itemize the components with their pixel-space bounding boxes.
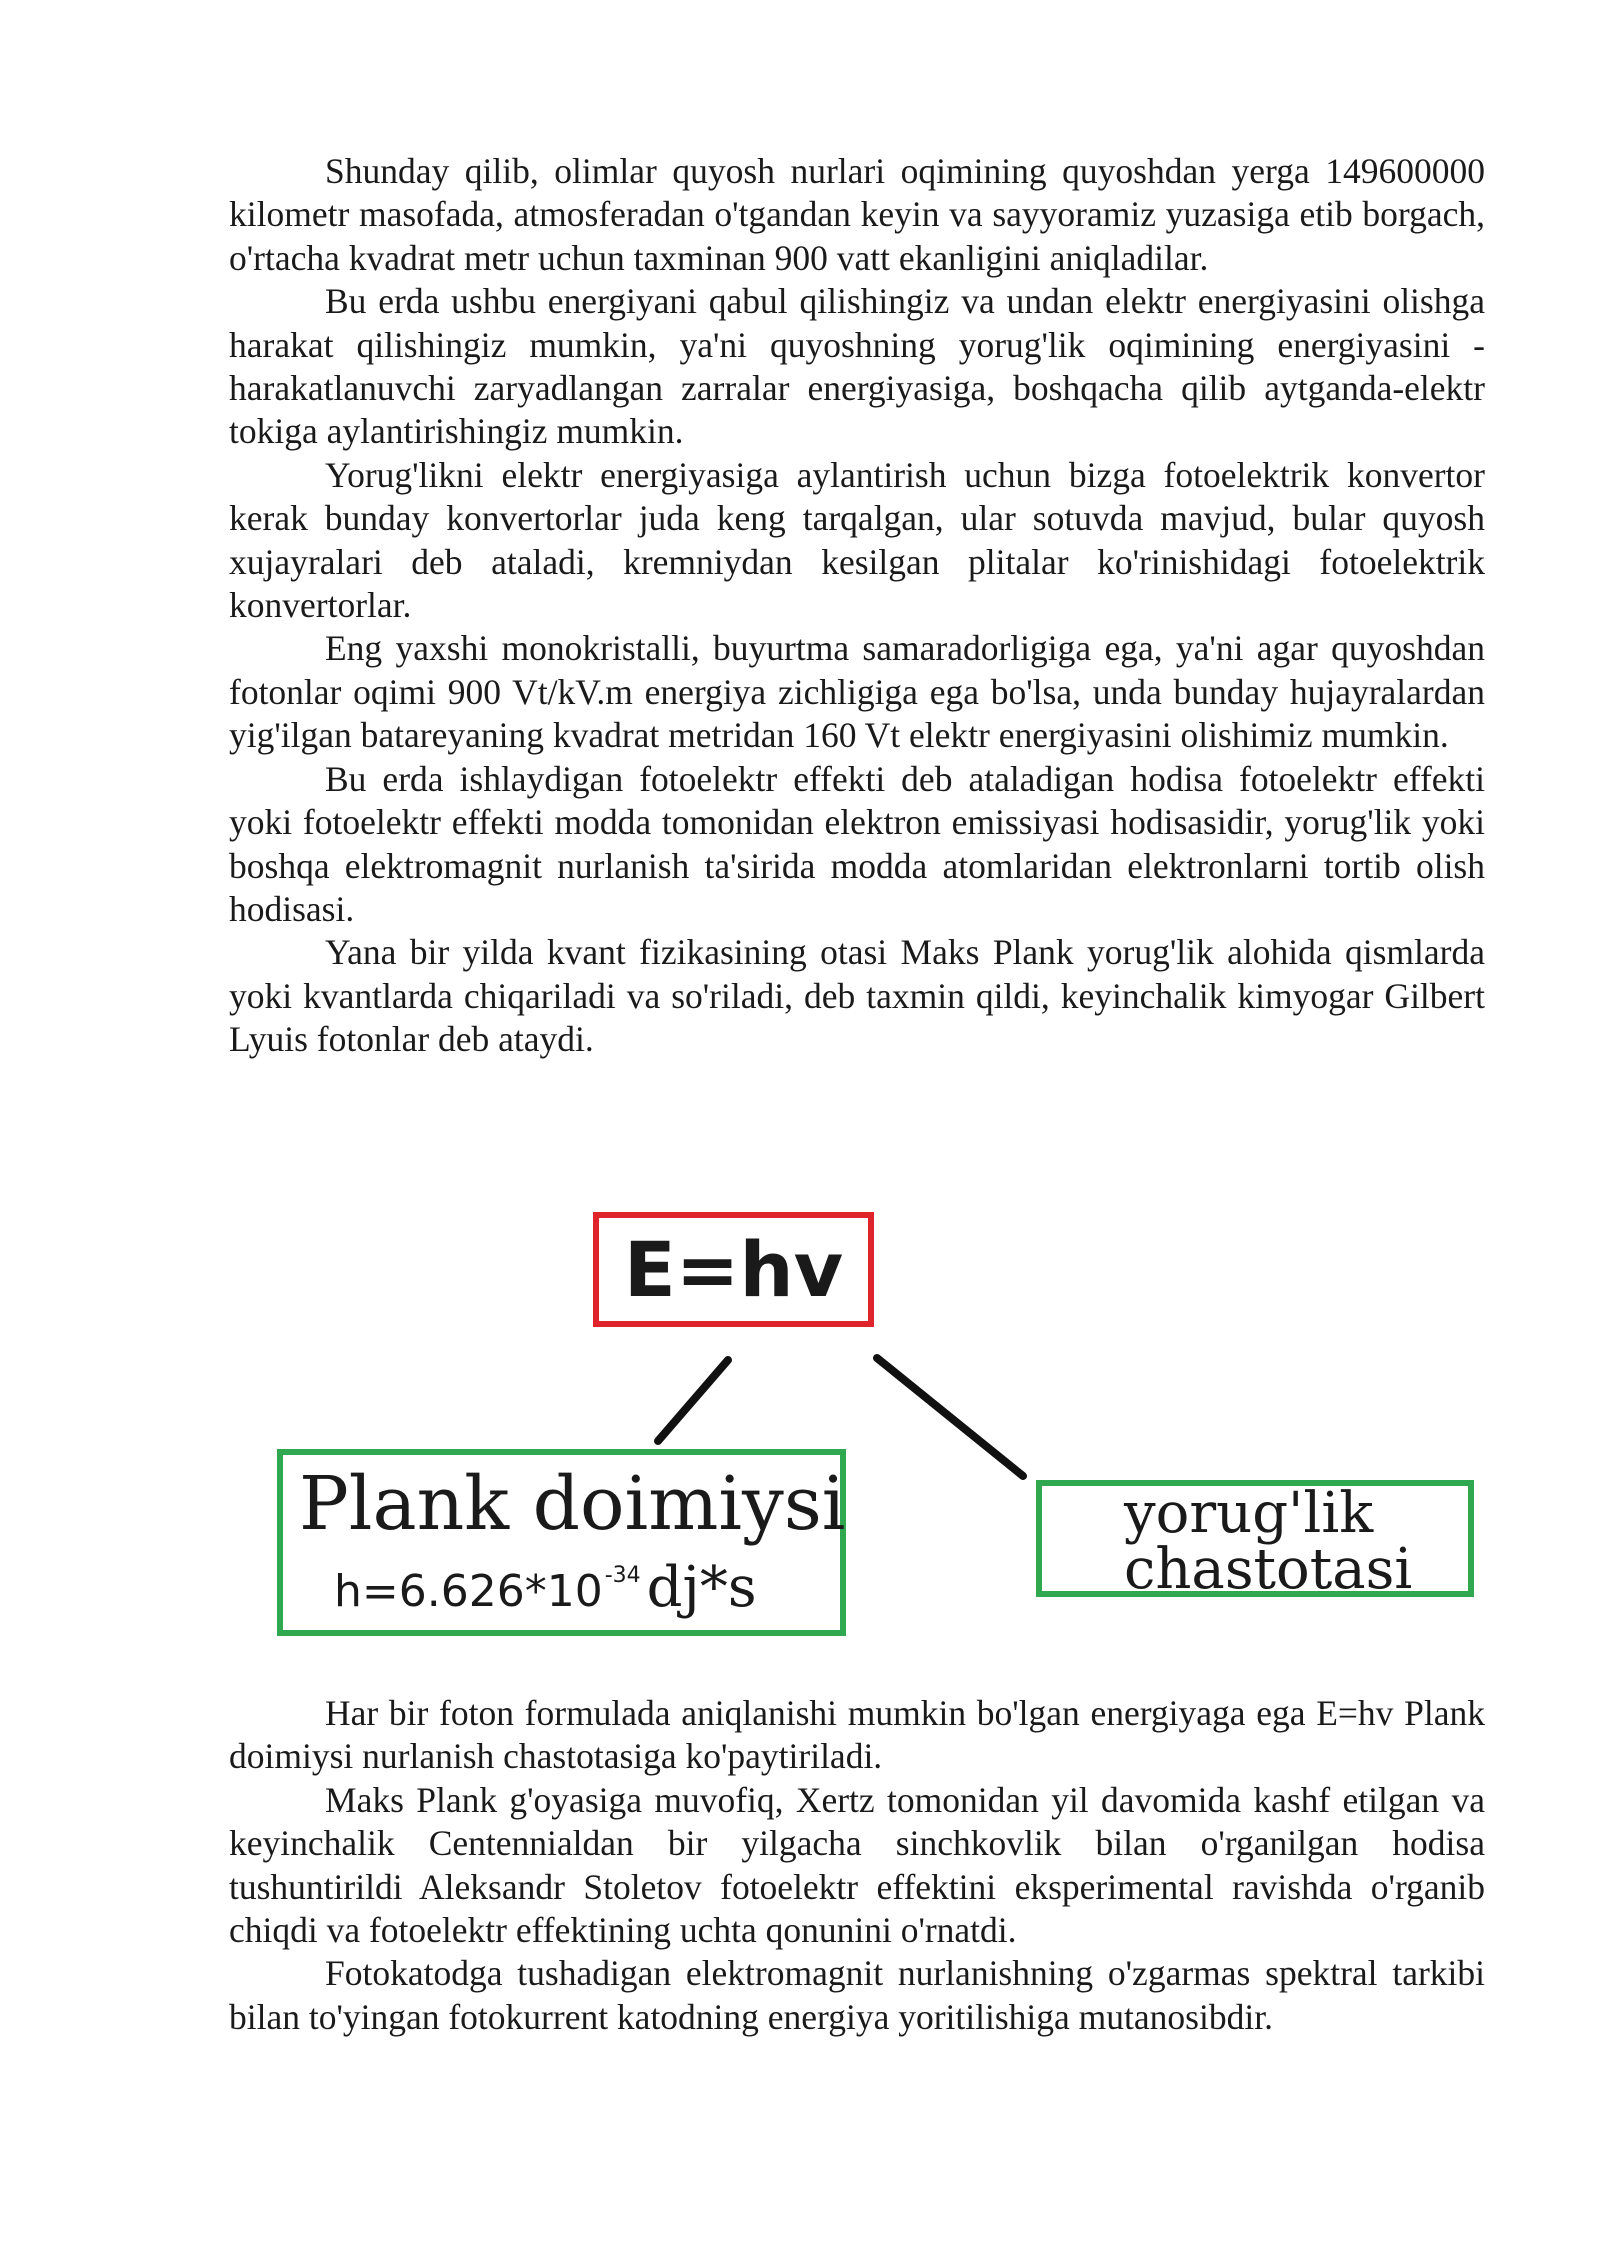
planck-constant-formula (334, 1555, 757, 1622)
planck-constant-title: Plank doimiysi (299, 1461, 846, 1547)
paragraph: Bu erda ushbu energiyani qabul qilishingiz va undan elektr energiyasini olishga harakat qilishingiz mumkin, ya'ni quyoshning yorug'lik oqimining energiyasini - harakatlanuvchi zaryadlangan zarralar energiyasiga, boshqacha qilib aytganda-elektr tokiga aylantirishingiz mumkin. (229, 281, 1485, 452)
text-block-top (229, 150, 1485, 1062)
paragraph: Bu erda ishlaydigan fotoelektr effekti deb ataladigan hodisa fotoelektr effekti yoki fotoelektr effekti modda tomonidan elektron emissiyasi hodisasidir, yorug'lik yoki boshqa elektromagnit nurlanish ta'sirida modda atomlaridan elektronlarni tortib olish hodisasi. (229, 758, 1485, 929)
formula-unit: dj*s (646, 1555, 757, 1620)
paragraph: Har bir foton formulada aniqlanishi mumkin bo'lgan energiyaga ega E=hv Plank doimiysi nurlanish chastotasiga ko'paytiriladi. (229, 1693, 1485, 1777)
text-block-bottom (229, 1692, 1485, 2039)
paragraph: Yorug'likni elektr energiyasiga aylantirish uchun bizga fotoelektrik konvertor kerak bunday konvertorlar juda keng tarqalgan, ular sotuvda mavjud, bular quyosh xujayralari deb ataladi, kremniydan kesilgan plitalar ko'rinishidagi fotoelektrik konvertorlar. (229, 454, 1485, 626)
planck-constant-box (277, 1449, 846, 1636)
paragraph: Yana bir yilda kvant fizikasining otasi Maks Plank yorug'lik alohida qismlarda yoki kvantlarda chiqariladi va so'riladi, deb taxmin qildi, keyinchalik kimyogar Gilbert Lyuis fotonlar deb ataydi. (229, 932, 1485, 1060)
light-frequency-box (1036, 1480, 1474, 1602)
formula-exponent: -34 (604, 1563, 641, 1588)
light-frequency-line2: chastotasi (1124, 1537, 1413, 1602)
formula-main: h=6.626*10 (334, 1566, 603, 1617)
connector-right (877, 1358, 1023, 1476)
paragraph: Fotokatodga tushadigan elektromagnit nurlanishning o'zgarmas spektral tarkibi bilan to'yingan fotokurrent katodning energiya yoritilishiga mutanosibdir. (229, 1953, 1485, 2037)
paragraph: Eng yaxshi monokristalli, buyurtma samaradorligiga ega, ya'ni agar quyoshdan fotonlar oqimi 900 Vt/kV.m energiya zichligiga ega bo'lsa, unda bunday hujayralardan yig'ilgan batareyaning kvadrat metridan 160 Vt elektr energiyasini olishimiz mumkin. (229, 628, 1485, 756)
connector-left (658, 1360, 728, 1441)
paragraph: Maks Plank g'oyasiga muvofiq, Xertz tomonidan yil davomida kashf etilgan va keyinchalik Centennialdan bir yilgacha sinchkovlik bilan o'rganilgan hodisa tushuntirildi Aleksandr Stoletov fotoelektr effektini eksperimental ravishda o'rganib chiqdi va fotoelektr effektining uchta qonunini o'rnatdi. (229, 1779, 1485, 1951)
paragraph: Shunday qilib, olimlar quyosh nurlari oqimining quyoshdan yerga 149600000 kilometr masofada, atmosferadan o'tgandan keyin va sayyoramiz yuzasiga etib borgach, o'rtacha kvadrat metr uchun taxminan 900 vatt ekanligini aniqladilar. (229, 151, 1485, 278)
formula-label: E=hv (623, 1225, 844, 1314)
formula-box (593, 1212, 874, 1327)
light-frequency-line1: yorug'lik (1124, 1481, 1374, 1546)
